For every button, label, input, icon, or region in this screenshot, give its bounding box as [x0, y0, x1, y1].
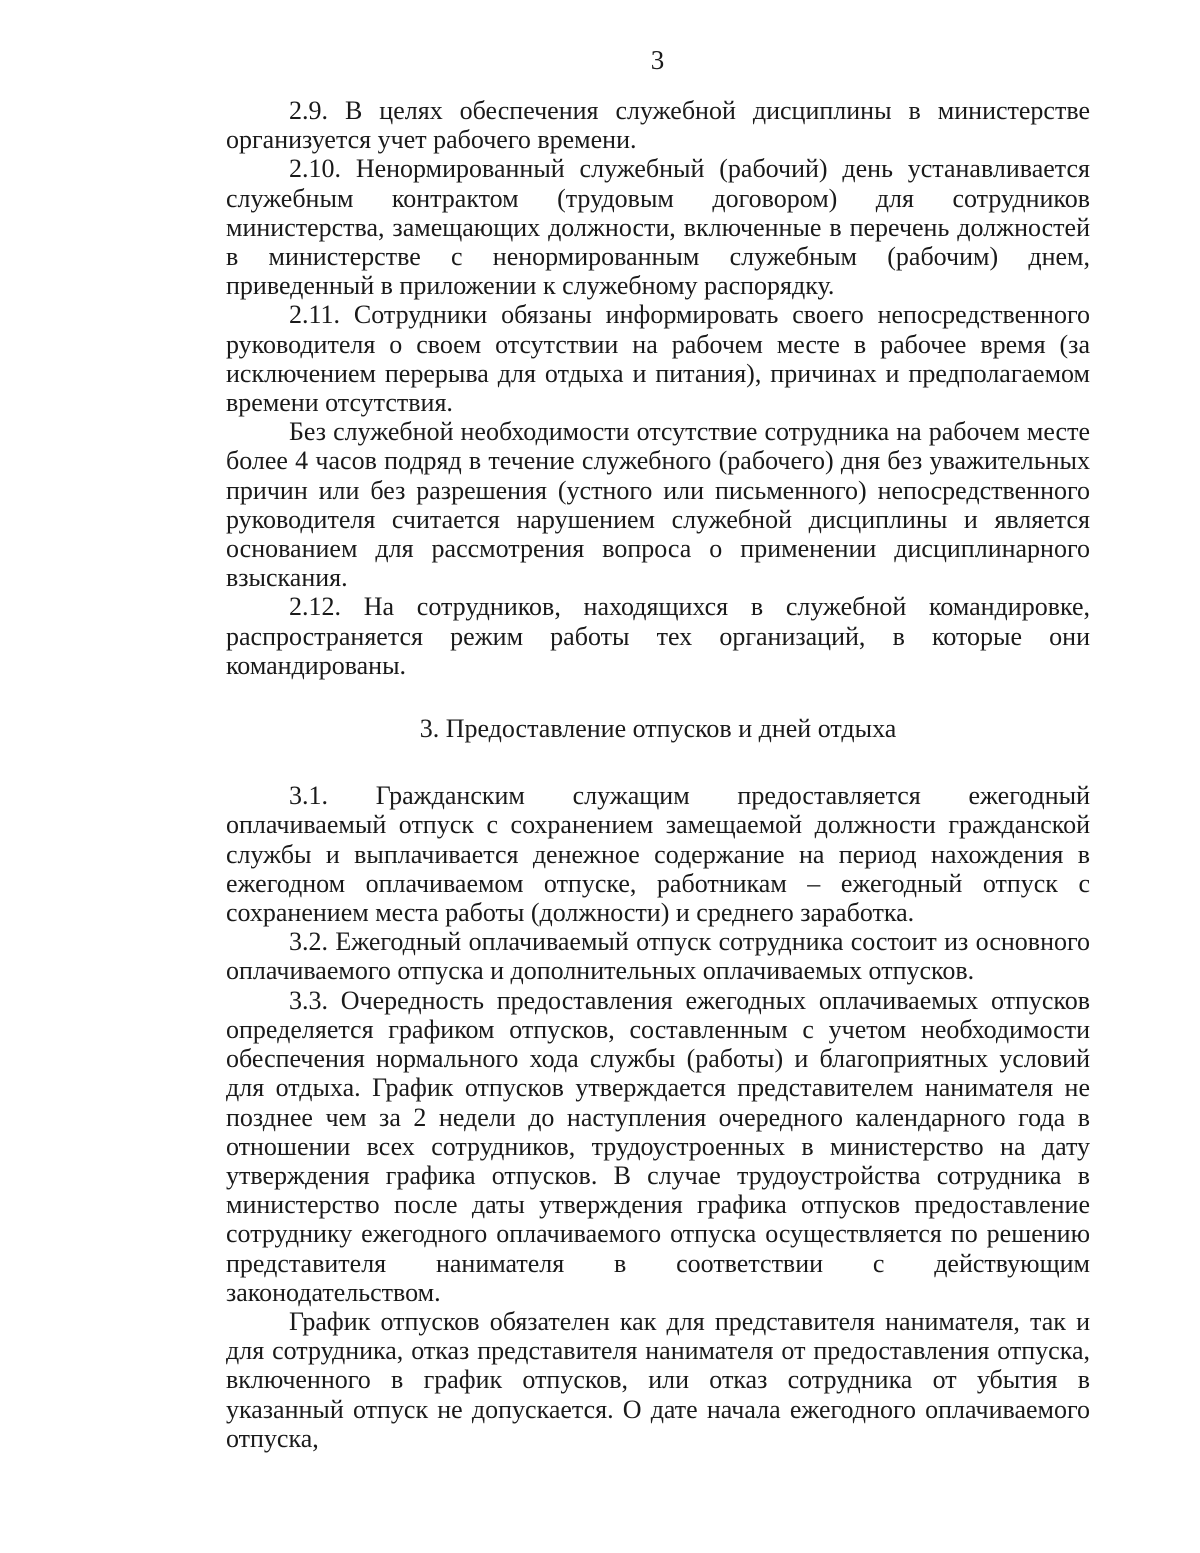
- paragraph-absence-rule: Без служебной необходимости отсутствие сотрудника на рабочем месте более 4 часов подряд в течение служебного (рабочего) дня без уважительных причин или без разрешения (устного или письменного) непосредственного руководителя считается нарушением служебной дисциплины и является основанием для рассмотрения вопроса о применении дисциплинарного взыскания.: [226, 417, 1090, 593]
- paragraph-2-12: 2.12. На сотрудников, находящихся в служебной командировке, распространяется режим работы тех организаций, в которые они командированы.: [226, 592, 1090, 680]
- document-body: [226, 96, 1090, 1453]
- paragraph-2-11: 2.11. Сотрудники обязаны информировать своего непосредственного руководителя о своем отсутствии на рабочем месте в рабочее время (за исключением перерыва для отдыха и питания), причинах и предполагаемом времени отсутствия.: [226, 300, 1090, 418]
- paragraph-3-1: 3.1. Гражданским служащим предоставляется ежегодный оплачиваемый отпуск с сохранением замещаемой должности гражданской службы и выплачивается денежное содержание на период нахождения в ежегодном оплачиваемом отпуске, работникам – ежегодный отпуск с сохранением места работы (должности) и среднего заработка.: [226, 781, 1090, 928]
- paragraph-2-9: 2.9. В целях обеспечения служебной дисциплины в министерстве организуется учет рабочего времени.: [226, 96, 1090, 155]
- paragraph-2-10: 2.10. Ненормированный служебный (рабочий) день устанавливается служебным контрактом (трудовым договором) для сотрудников министерства, замещающих должности, включенные в перечень должностей в министерстве с ненормированным служебным (рабочим) днем, приведенный в приложении к служебному распорядку.: [226, 154, 1090, 301]
- section-heading: 3. Предоставление отпусков и дней отдыха: [419, 714, 897, 744]
- paragraph-3-2: 3.2. Ежегодный оплачиваемый отпуск сотрудника состоит из основного оплачиваемого отпуска и дополнительных оплачиваемых отпусков.: [226, 927, 1090, 986]
- paragraph-vacation-schedule: График отпусков обязателен как для представителя нанимателя, так и для сотрудника, отказ представителя нанимателя от предоставления отпуска, включенного в график отпусков, или отказ сотрудника от убытия в указанный отпуск не допускается. О дате начала ежегодного оплачиваемого отпуска,: [226, 1306, 1090, 1453]
- paragraph-3-3: 3.3. Очередность предоставления ежегодных оплачиваемых отпусков определяется графиком отпусков, составленным с учетом необходимости обеспечения нормального хода службы (работы) и благоприятных условий для отдыха. График отпусков утверждается представителем нанимателя не позднее чем за 2 недели до наступления очередного календарного года в отношении всех сотрудников, трудоустроенных в министерство на дату утверждения графика отпусков. В случае трудоустройства сотрудника в министерство после даты утверждения графика отпусков предоставление сотруднику ежегодного оплачиваемого отпуска осуществляется по решению представителя нанимателя в соответствии с действующим законодательством.: [226, 985, 1090, 1307]
- page-number: 3: [650, 45, 665, 75]
